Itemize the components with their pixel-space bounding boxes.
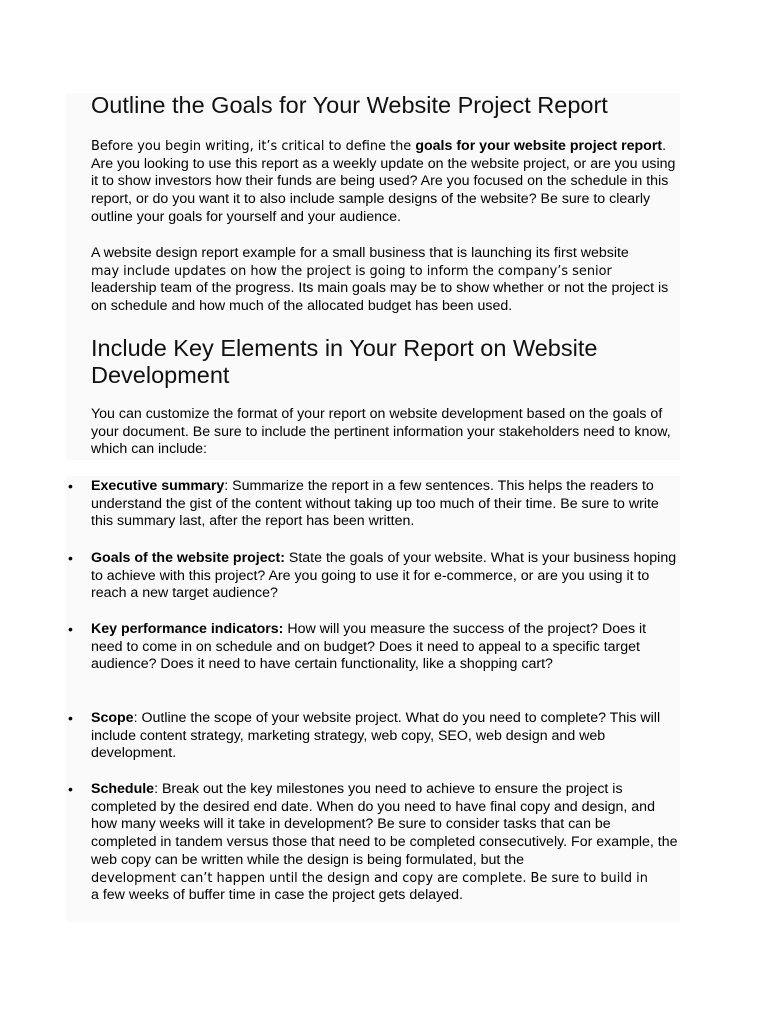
bullet-icon: • xyxy=(68,710,73,726)
list-item-text: : Break out the key milestones you need to achieve to ensure the project is completed by the desired end date. When do you need to have final copy and design, and how many weeks will it take in development? Be sure to consider tasks that can be completed in tandem versus those that need to be completed consecutively. For example, the web copy can be written while the design is being formulated, but the xyxy=(91,781,678,868)
list-item-title: Executive summary xyxy=(91,478,225,494)
bullet-icon: • xyxy=(68,781,73,797)
list-item-schedule xyxy=(68,781,679,905)
list-item-title: Goals of the website project: xyxy=(91,550,285,566)
list-item-text: : Summarize the report in a few sentences. This helps the readers to understand the gist of the content without taking up too much of their time. Be sure to write this summary last, after the report has been written. xyxy=(91,478,659,530)
paragraph-body-text: . Are you looking to use this report as a weekly update on the website project, or are you using it to show investors how their funds are being used? Are you focused on the schedule in this report, or do you want it to also include sample designs of the website? Be sure to clearly outline your goals for yourself and your audience. xyxy=(91,138,676,225)
list-item-title: Scope xyxy=(91,710,134,726)
bullet-icon: • xyxy=(68,550,73,566)
paragraph-goals-intro xyxy=(91,138,677,227)
bold-goals-phrase: goals for your website project report xyxy=(415,138,663,154)
paragraph-small-business-example xyxy=(91,245,677,316)
section-heading-goals: Outline the Goals for Your Website Project Report xyxy=(91,92,608,118)
paragraph-line-text: A website design report example for a small business that is launching its first website xyxy=(91,245,629,261)
list-item-executive-summary xyxy=(68,478,679,531)
list-item-scope xyxy=(68,710,679,763)
bullet-icon: • xyxy=(68,478,73,494)
paragraph-body-text: leadership team of the progress. Its main goals may be to show whether or not the project is on schedule and how much of the allocated budget has been used. xyxy=(91,280,669,315)
list-item-text: : Outline the scope of your website project. What do you need to complete? This will include content strategy, marketing strategy, web copy, SEO, web design and web development. xyxy=(91,710,661,762)
paragraph-key-elements-intro: You can customize the format of your report on website development based on the goals of your document. Be sure to include the pertinent information your stakeholders need to know, which can include: xyxy=(91,406,671,458)
section-heading-key-elements: Include Key Elements in Your Report on Website Development xyxy=(91,335,598,388)
paragraph-line-text-alt: may include updates on how the project is going to inform the company’s senior xyxy=(91,263,612,279)
list-item-kpis xyxy=(68,621,679,674)
list-item-title: Key performance indicators: xyxy=(91,621,284,637)
list-item-title: Schedule xyxy=(91,781,155,797)
list-item-text-alt: development can’t happen until the design and copy are complete. Be sure to build in xyxy=(91,870,648,886)
paragraph-lead-text: Before you begin writing, it’s critical to define the xyxy=(91,139,416,154)
bullet-icon: • xyxy=(68,621,73,637)
list-item-text: State the goals of your website. What is your business hoping to achieve with this project? Are you going to use it for e-commerce, or are you using it to reach a new target audience? xyxy=(91,550,677,602)
list-item-text-tail: a few weeks of buffer time in case the project gets delayed. xyxy=(91,887,463,904)
list-item-text: How will you measure the success of the project? Does it need to come in on schedule and on budget? Does it need to appeal to a specific target audience? Does it need to have certain functionality, like a shopping cart? xyxy=(91,621,647,673)
list-item-goals xyxy=(68,550,679,603)
